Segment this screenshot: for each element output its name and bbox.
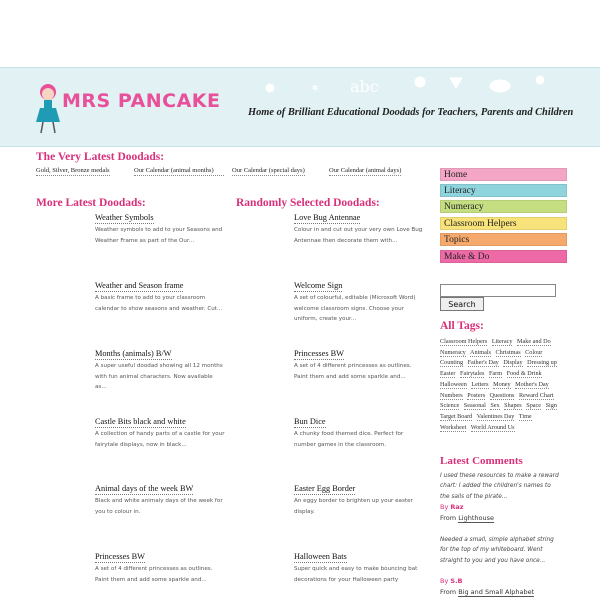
doodad-title-link[interactable]: Halloween Bats [294, 552, 347, 561]
doodle-decoration-icon [250, 68, 570, 106]
tag-link[interactable]: Questions [489, 391, 515, 399]
doodad-card [294, 349, 424, 382]
comment-source-line [440, 588, 534, 596]
doodad-card [95, 349, 225, 393]
doodad-description: A set of 4 different princesses as outlines. Paint them and add some sparkle and... [95, 566, 213, 583]
tag-link[interactable]: Easter [440, 370, 456, 378]
search-input[interactable] [440, 284, 556, 297]
very-latest-heading: The Very Latest Doodads: [36, 151, 165, 163]
tag-link[interactable]: Father's Day [467, 359, 499, 367]
nav-item-topics[interactable]: Topics [440, 233, 567, 246]
tag-link[interactable]: Farm [488, 370, 503, 378]
tag-link[interactable]: Animals [470, 348, 491, 356]
tag-link[interactable]: Display [503, 359, 523, 367]
doodad-card [95, 417, 225, 450]
comment-author-link[interactable]: Raz [450, 503, 464, 511]
comment-from-label: From [440, 588, 457, 596]
tag-link[interactable]: Classroom Helpers [440, 338, 488, 345]
latest-link-medals[interactable]: Gold, Silver, Bronze medals [36, 167, 110, 174]
tag-link[interactable]: Valentines Day [476, 412, 515, 420]
tag-link[interactable]: Science [440, 402, 460, 410]
comment-by-label: By [440, 577, 449, 585]
tag-link[interactable]: Numbers [440, 391, 463, 399]
comment-post-link[interactable]: Lighthouse [458, 514, 495, 522]
nav-item-literacy[interactable]: Literacy [440, 184, 567, 197]
doodad-card [294, 552, 424, 585]
doodad-title-link[interactable]: Princesses BW [294, 349, 345, 358]
tag-link[interactable]: Numeracy [440, 348, 466, 356]
comment-from-label: From [440, 514, 457, 522]
comment-by-label: By [440, 503, 449, 511]
doodad-card [95, 281, 225, 314]
logo-girl-icon[interactable] [34, 82, 62, 134]
tag-link[interactable]: Seasonal [463, 402, 486, 410]
tag-link[interactable]: Halloween [440, 380, 467, 388]
doodad-card [294, 213, 424, 246]
doodad-title-link[interactable]: Weather Symbols [95, 213, 154, 222]
doodad-description: A set of colourful, editable (Microsoft Word) welcome classroom signs. Choose your uniform, create your... [294, 295, 416, 322]
doodad-title-link[interactable]: Weather and Season frame [95, 281, 184, 290]
doodad-card [294, 417, 424, 450]
tag-link[interactable]: Food & Drink [506, 370, 542, 378]
tag-link[interactable]: Reward Chart [518, 391, 554, 399]
doodad-description: Colour in and cut out your very own Love Bug Antennae then decorate them with... [294, 227, 423, 244]
tag-link[interactable]: World Around Us [470, 423, 515, 431]
doodad-description: A basic frame to add to your classroom calendar to show seasons and weather. Cut... [95, 295, 223, 312]
doodad-description: An eggy border to brighten up your easter display. [294, 498, 413, 515]
doodad-description: A chunky food themed dice. Perfect for number games in the classroom. [294, 431, 404, 448]
doodad-description: Weather symbols to add to your Seasons and Weather Frame as part of the Our... [95, 227, 223, 244]
site-logo[interactable]: MRS PANCAKE [62, 90, 221, 112]
doodad-description: Black and white animaly days of the week for you to colour in. [95, 498, 223, 515]
tag-link[interactable]: Sex [490, 402, 500, 410]
tag-link[interactable]: Colour [525, 348, 543, 356]
comment-post-link[interactable]: Big and Small Alphabet [458, 588, 535, 596]
tag-link[interactable]: Space [526, 402, 542, 410]
tag-link[interactable]: Christmas [495, 348, 521, 356]
tag-link[interactable]: Dressing up [527, 359, 557, 367]
site-tagline: Home of Brilliant Educational Doodads for Teachers, Parents and Children [248, 107, 574, 118]
tag-link[interactable]: Fairytales [460, 370, 485, 378]
doodad-title-link[interactable]: Princesses BW [95, 552, 146, 561]
comment-author-link[interactable]: S.B [450, 577, 463, 585]
nav-item-numeracy[interactable]: Numeracy [440, 200, 567, 213]
tag-link[interactable]: Make and Do [516, 338, 551, 345]
doodad-title-link[interactable]: Animal days of the week BW [95, 484, 194, 493]
doodad-title-link[interactable]: Castle Bits black and white [95, 417, 186, 426]
nav-item-home[interactable]: Home [440, 168, 567, 181]
doodad-description: A collection of handy parts of a castle for your fairytale displays, now in black... [95, 431, 225, 448]
comments-heading: Latest Comments [440, 455, 523, 467]
tag-link[interactable]: Letters [471, 380, 489, 388]
tag-link[interactable]: Worksheet [440, 423, 467, 431]
doodad-card [95, 484, 225, 517]
doodad-title-link[interactable]: Love Bug Antennae [294, 213, 361, 222]
search-button[interactable]: Search [440, 297, 484, 311]
tag-link[interactable]: Literacy [491, 338, 513, 345]
tag-link[interactable]: Time [518, 412, 532, 420]
doodad-description: Super quick and easy to make bouncing bat decorations for your Halloween party [294, 566, 418, 583]
doodad-title-link[interactable]: Easter Egg Border [294, 484, 356, 493]
doodad-title-link[interactable]: Months (animals) B/W [95, 349, 172, 358]
doodad-title-link[interactable]: Bun Dice [294, 417, 326, 426]
tags-heading: All Tags: [440, 320, 484, 332]
tag-link[interactable]: Sign [545, 402, 557, 410]
nav-item-classroom-helpers[interactable]: Classroom Helpers [440, 217, 567, 230]
doodad-card [294, 281, 424, 325]
comment-author-line [440, 577, 463, 585]
doodad-card [95, 552, 225, 585]
comment-source-line [440, 514, 494, 522]
doodad-description: A super useful doodad showing all 12 months with fun animal characters. Now available as... [95, 363, 223, 390]
latest-link-calendar-special-days[interactable]: Our Calendar (special days) [232, 167, 305, 174]
comment-text: I used these resources to make a reward chart: I added the children's names to the sails of the pirate... [440, 473, 559, 500]
nav-item-make-and-do[interactable]: Make & Do [440, 250, 567, 263]
doodad-title-link[interactable]: Welcome Sign [294, 281, 343, 290]
doodad-card [294, 484, 424, 517]
doodad-description: A set of 4 different princesses as outlines. Paint them and add some sparkle and... [294, 363, 412, 380]
tag-cloud [440, 337, 562, 433]
tag-link[interactable]: Money [493, 380, 511, 388]
tag-link[interactable]: Target Board [440, 412, 473, 420]
svg-text:✶: ✶ [310, 81, 321, 95]
comment-text: Needed a small, simple alphabet string for the top of my whiteboard. Went straight to you and you have once... [440, 537, 554, 564]
comment-author-line [440, 503, 464, 511]
tag-link[interactable]: Shapes [504, 402, 522, 410]
tag-link[interactable]: Counting [440, 359, 464, 367]
random-heading: Randomly Selected Doodads: [236, 197, 380, 209]
tag-link[interactable]: Mother's Day [515, 380, 549, 388]
more-latest-heading: More Latest Doodads: [36, 197, 146, 209]
tag-link[interactable]: Posters [467, 391, 486, 399]
latest-link-calendar-animal-months[interactable]: Our Calendar (animal months) [134, 167, 224, 176]
latest-link-calendar-animal-days[interactable]: Our Calendar (animal days) [329, 167, 402, 174]
doodad-card [95, 213, 225, 246]
svg-text:abc: abc [350, 77, 379, 96]
